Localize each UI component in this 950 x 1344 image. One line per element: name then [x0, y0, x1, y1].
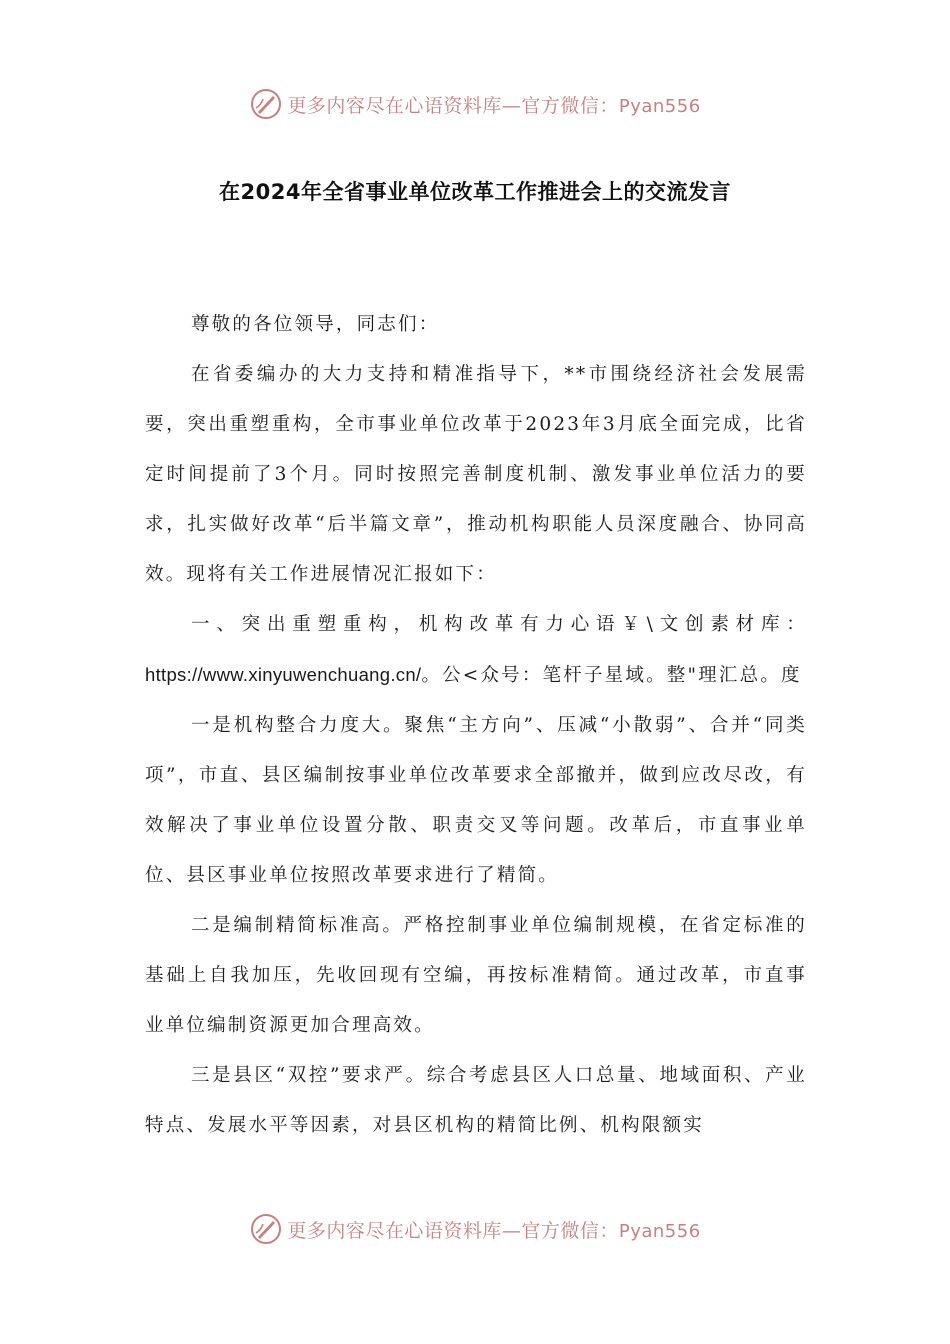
intro-paragraph: 在省委编办的大力支持和精准指导下，**市围绕经济社会发展需要，突出重塑重构，全市事业单位改革于2023年3月底全面完成，比省定时间提前了3个月。同时按照完善制度机制、激发事业单位活力的要求，扎实做好改革“后半篇文章”，推动机构职能人员深度融合、协同高效。现将有关工作进展情况汇报如下： — [145, 364, 807, 585]
paragraph-3: 三是县区“双控”要求严。综合考虑县区人口总量、地域面积、产业特点、发展水平等因素，对县区机构的精简比例、机构限额实 — [145, 1065, 807, 1136]
banner-text: 更多内容尽在心语资料库—官方微信： — [287, 94, 619, 117]
document-title: 在2024年全省事业单位改革工作推进会上的交流发言 — [219, 180, 731, 204]
quill-pen-logo-icon — [249, 1212, 283, 1246]
paragraph-2: 二是编制精简标准高。严格控制事业单位编制规模，在省定标准的基础上自我加压，先收回现有空编，再按标准精简。通过改革，市直事业单位编制资源更加合理高效。 — [145, 915, 807, 1036]
section-1-heading — [145, 600, 807, 701]
paragraph-1: 一是机构整合力度大。聚焦“主方向”、压减“小散弱”、合并“同类项”，市直、县区编制按事业单位改革要求全部撤并，做到应改尽改，有效解决了事业单位设置分散、职责交叉等问题。改革后，市直事业单位、县区事业单位按照改革要求进行了精简。 — [145, 715, 807, 886]
salutation: 尊敬的各位领导，同志们： — [191, 314, 440, 335]
section-1-heading-text: 一、突出重塑重构，机构改革有力心语￥\文创素材库： — [191, 614, 807, 635]
document-body — [145, 300, 807, 1151]
quill-pen-logo-icon — [249, 87, 283, 121]
banner-wechat-id: Pyan556 — [618, 95, 701, 117]
footer-banner-text: 更多内容尽在心语资料库—官方微信： — [287, 1219, 619, 1242]
section-1-tail: 。公<众号：笔杆子星域。整"理汇总。度 — [421, 665, 802, 686]
footer-banner-wechat-id: Pyan556 — [618, 1220, 701, 1242]
section-1-url: https://www.xinyuwenchuang.cn/ — [145, 664, 422, 685]
footer-watermark-banner — [0, 1209, 950, 1249]
header-watermark-banner — [0, 84, 950, 124]
